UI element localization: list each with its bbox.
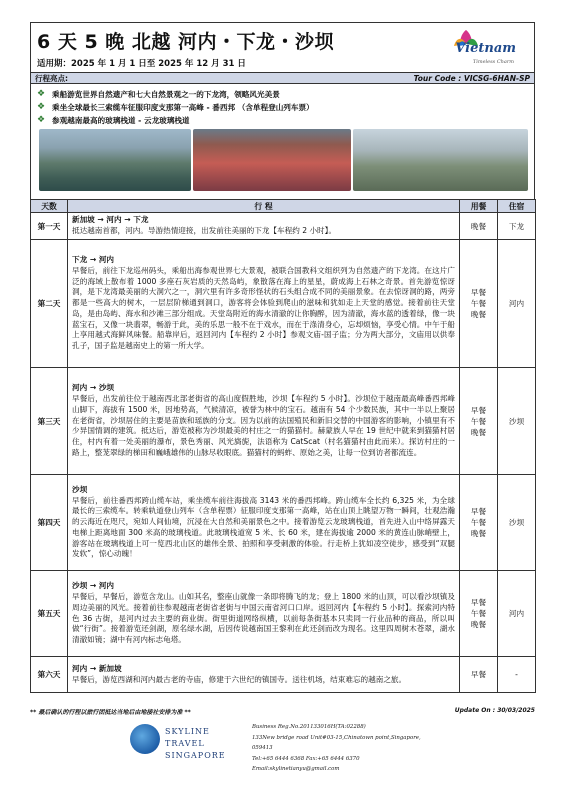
highlight-item [37,88,528,101]
company-address: 133New bridge road Unit#03-15,Chinatown point,Singapore, 059413 [252,734,421,751]
route-title: 河内 → 沙坝 [72,383,115,393]
halong-bay-photo [39,129,191,191]
itinerary-cell [68,657,460,693]
table-header-row [31,200,536,213]
meal-cell [460,213,498,240]
meal-cell [460,571,498,657]
hotel-cell: 河内 [498,571,536,657]
hotel-cell: 沙坝 [498,475,536,571]
meal-item: 午餐 [470,299,487,308]
header-meal: 用餐 [460,200,498,213]
meal-cell [460,475,498,571]
meal-item: 早餐 [470,598,487,607]
day-cell: 第一天 [31,213,68,240]
day-cell: 第二天 [31,240,68,368]
meal-cell [460,657,498,693]
meal-cell [460,368,498,475]
highlight-text: 乘坐全球最长三索缆车征服印度支那第一高峰 - 番西邦 （含单程登山列车票） [52,103,314,112]
route-title: 下龙 → 河内 [72,254,115,264]
company-name: SKYLINE TRAVEL SINGAPORE [165,727,226,760]
meal-item: 午餐 [470,416,487,426]
logo-text: Vietnam [455,41,516,56]
check-bullet-icon: ❖ [37,115,46,125]
table-row [31,475,536,571]
itinerary-text: 早餐后，出发前往位于越南西北部老街省的高山度假胜地，沙坝【车程约 5 小时】。沙坝位于越南最高峰番西邦峰山脚下，海拔有 1500 米，因地势高，气候清凉，被誉为林中的宝石。越南有 54 个少数民族，其中一半以上聚居在老街省，沙坝居住的主要是苗族和瑶族的分支。因为以前的法国殖民和新旧交替的中国游客的影响，小镇里有不少异国情调的建筑。抵达后，游览被称为沙坝最美的村庄之一的猫猫村。赫蒙族人早在 19 世纪中就来到猫猫村居住，村内有着一处美丽的瀑布，景色秀丽、风光旖旎，法语称为 CatScat（村名猫猫村由此而来）。探访村庄的一路上，整茏翠绿的梯田和巍峨雄伟的山脉尽收眼底。猫猫村的蚂蚱、原始之美，让每一位到访者都流连。 [72,394,455,457]
hotel-cell: 下龙 [498,213,536,240]
itinerary-cell [68,571,460,657]
day-cell: 第四天 [31,475,68,571]
logo-tagline: Timeless Charm [472,59,514,65]
itinerary-cell [68,475,460,571]
meal-item: 晚餐 [470,620,487,629]
itinerary-table [30,199,536,693]
header-hotel: 住宿 [498,200,536,213]
meal-cell [460,240,498,368]
meal-item: 晚餐 [470,427,487,437]
meal-item: 午餐 [470,609,487,618]
tour-code: Tour Code : VICSG-6HAN-SP [413,73,530,83]
highlights-label: 行程亮点: [35,73,68,83]
day-cell: 第三天 [31,368,68,475]
cable-car-photo [193,129,350,191]
hotel-cell: 河内 [498,240,536,368]
route-title: 河内 → 新加坡 [72,663,122,673]
highlight-text: 参观越南最高的玻璃栈道 - 云龙玻璃栈道 [52,116,190,125]
page-title: 6 天 5 晚 北越 河内・下龙・沙坝 [37,31,335,53]
table-row [31,571,536,657]
meal-item: 晚餐 [470,221,487,231]
route-title: 沙坝 [72,484,88,494]
itinerary-page [30,22,535,693]
glass-bridge-photo [353,129,528,191]
meal-item: 晚餐 [470,529,487,538]
table-row [31,213,536,240]
vietnam-logo [446,26,526,70]
itinerary-cell [68,368,460,475]
update-date: Update On : 30/03/2025 [454,707,535,714]
itinerary-text: 早餐后，早餐后，游览含龙山。山如其名，整座山就像一条即将腾飞的龙；登上 1800 米的山顶，可以看沙坝镇及周边美丽的风光。接着前往参观越南老街省老街与中国云南省河口口岸。返回河内【车程约 5 小时】。探索河内特色 36 古街，是河内过去主要的商业街。街里街道网络纵横，以前每条街基本只卖同一行业品种的商品，所以叫做“行街”。接着游览还剑湖，原名绿水湖，后因传说越南国王黎利在此还剑而改为现名。这里四周树木苍翠，湖水清澈如镜；湖中有河内标志龟塔。 [72,591,455,645]
validity-period: 适用期：2025 年 1 月 1 日至 2025 年 12 月 31 日 [37,59,246,69]
day-cell: 第五天 [31,571,68,657]
meal-item: 早餐 [470,507,487,516]
meal-item: 午餐 [470,518,487,527]
itinerary-cell [68,213,460,240]
itinerary-text: 早餐后，游览西湖和河内最古老的寺庙，修建于六世纪的镇国寺。送往机场，结束难忘的越南之旅。 [72,674,407,684]
check-bullet-icon: ❖ [37,89,46,99]
day-cell: 第六天 [31,657,68,693]
hotel-cell: - [498,657,536,693]
company-email: Email:skylinetianyu@gmail.com [252,766,340,772]
meal-item: 早餐 [470,405,487,415]
skyline-globe-icon [130,724,160,754]
hotel-cell: 沙坝 [498,368,536,475]
highlights-bar [30,72,535,84]
company-info [252,722,430,775]
itinerary-text: 早餐后，前往番西邦跨山缆车站，乘坐缆车前往海拔高 3143 米的番西邦峰。跨山缆车全长约 6,325 米，为全球最长的三索缆车。转乘轨道登山列车（含单程票）征服印度支那第一高峰，站在山顶上眺望万物一瞬间，壮观浩瀚的云海近在咫尺，宛如人间仙境，沉浸在大自然和美丽景色之中。接着游览云龙玻璃栈道，首先进入山中络屏露天电梯上距离地面 300 米高的玻璃栈道。此玻璃栈道宽 5 米、长 60 米，建在海拔逾 2000 米的黄连山脉峭壁上，游客站在玻璃栈道上可一览西北山区的雄伟全景、拍照和享受刺激的体验。行走桥上犹如凌空徒步，感受到“双腿发软”，惊心动魄！ [72,495,455,559]
business-reg: Business Reg.No.201133016H(TA:02288) [252,724,366,730]
header-itinerary: 行 程 [68,200,460,213]
footer-note [30,707,535,716]
itinerary-cell [68,240,460,368]
table-row [31,657,536,693]
meal-item: 早餐 [470,670,487,679]
page-header [30,22,535,72]
company-phone: Tel:+65 6444 6368 Fax:+65 6444 6370 [252,755,360,762]
company-block [130,722,430,778]
itinerary-text: 早餐后，前往下龙巡州码头，乘船出海参观世界七大景观，被联合国教科文组织列为自然遗产的下龙湾。在这片广泛的海域上散布着 1000 多座石灰岩质的天然岛屿，象散落在海上的星星，蔚成海上石林之奇景。首先游览惊讶洞，是下龙湾最美丽的大洞穴之一，洞穴里有许多奇形怪状的石头组合成不同的美丽景象。在去惊讶洞的路，两旁都是一些高大的树木，一层层阶梯通到洞口，游客将会体验到爬山的滋味和犹如走上天堂的感觉。接着前往天堂岛，是由岛屿、海水和沙滩三部分组成。天堂岛附近的海水清澈的让你胸醉，因为清澈，海水蓝的透着绿，像一块蓝宝石，又像一块翡翠，畅游于此，美的乐思一般不在于戏水，而在于涤清身心，忘却烦恼，享受心情。中午于船上享用越式海鲜风味餐。船靠岸后，返回河内【车程约 2 小时】参观文庙-国子监；分为两大部分，文庙用以供奉孔子，国子监是越南史上的第一所大学。 [72,265,455,351]
table-row [31,368,536,475]
disclaimer-text: ** 最后确认的行程以旅行团抵达当地后由地接社安排为准 ** [30,709,191,716]
itinerary-text: 抵达越南首都，河内。导游热情迎接，出发前往美丽的下龙【车程约 2 小时】。 [72,226,337,235]
check-bullet-icon: ❖ [37,102,46,112]
meal-item: 早餐 [470,288,487,297]
photo-strip [39,129,528,191]
route-title: 沙坝 → 河内 [72,581,115,591]
header-day: 天数 [31,200,68,213]
highlights-section [30,84,535,199]
highlight-text: 乘船游览世界自然遗产和七大自然景观之一的下龙湾，领略风光美景 [52,90,280,99]
highlight-item [37,114,528,127]
route-title: 新加坡 → 河内 → 下龙 [72,215,149,225]
table-row [31,240,536,368]
highlight-item [37,101,528,114]
meal-item: 晚餐 [470,310,487,319]
